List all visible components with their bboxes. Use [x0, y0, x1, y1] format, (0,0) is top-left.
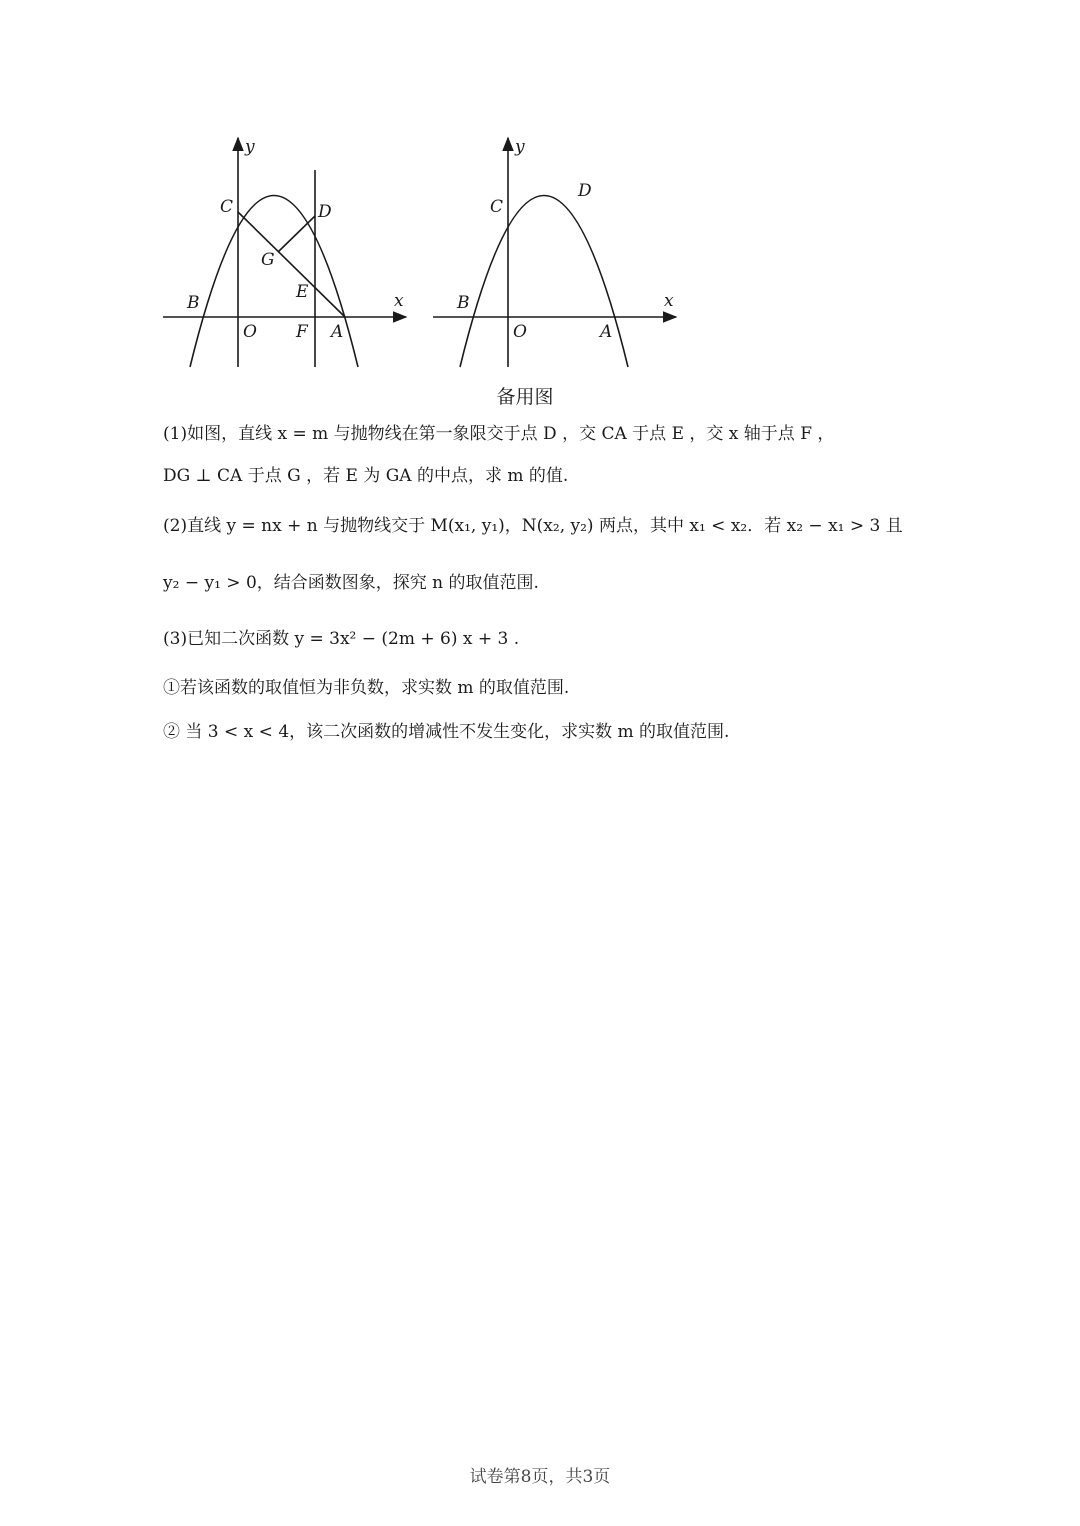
- figure-2: [433, 138, 676, 367]
- fig2-label-x: x: [664, 291, 674, 311]
- fig2-label-C: C: [490, 197, 504, 217]
- fig1-label-D: D: [318, 202, 332, 222]
- question-1-line-1: (1)如图，直线 x = m 与抛物线在第一象限交于点 D ，交 CA 于点 E ，交 x 轴于点 F ，: [163, 424, 835, 444]
- question-1-line-2: DG ⊥ CA 于点 G ，若 E 为 GA 的中点，求 m 的值.: [163, 466, 569, 486]
- fig1-segment-DG: [278, 216, 315, 252]
- fig1-label-y: y: [245, 137, 255, 157]
- figure-1: [163, 138, 406, 367]
- fig2-label-D: D: [578, 181, 592, 201]
- page-footer: 试卷第8页，共3页: [469, 1467, 611, 1487]
- fig2-label-A: A: [600, 322, 613, 342]
- question-2-line-2: y₂ − y₁ > 0，结合函数图象，探究 n 的取值范围.: [163, 573, 539, 593]
- question-2-line-1: (2)直线 y = nx + n 与抛物线交于 M(x₁, y₁)，N(x₂, y₂) 两点，其中 x₁ < x₂．若 x₂ − x₁ > 3 且: [163, 516, 903, 536]
- fig1-label-x: x: [394, 291, 404, 311]
- question-3-part-2: ② 当 3 < x < 4，该二次函数的增减性不发生变化，求实数 m 的取值范围.: [163, 722, 730, 742]
- figures: [150, 125, 710, 385]
- fig2-label-B: B: [457, 293, 470, 313]
- fig1-label-C: C: [220, 197, 234, 217]
- fig1-label-O: O: [243, 322, 257, 342]
- question-3-line: (3)已知二次函数 y = 3x² − (2m + 6) x + 3 .: [163, 629, 520, 649]
- fig2-label-y: y: [515, 137, 525, 157]
- fig1-label-E: E: [296, 282, 309, 302]
- figure-caption: 备用图: [496, 386, 554, 408]
- fig1-label-B: B: [187, 293, 200, 313]
- fig1-segment-CA: [238, 212, 345, 317]
- question-3-part-1: ①若该函数的取值恒为非负数，求实数 m 的取值范围.: [163, 678, 570, 698]
- fig2-label-O: O: [513, 322, 527, 342]
- fig1-label-A: A: [331, 322, 344, 342]
- fig1-label-F: F: [296, 322, 308, 342]
- fig1-label-G: G: [261, 250, 275, 270]
